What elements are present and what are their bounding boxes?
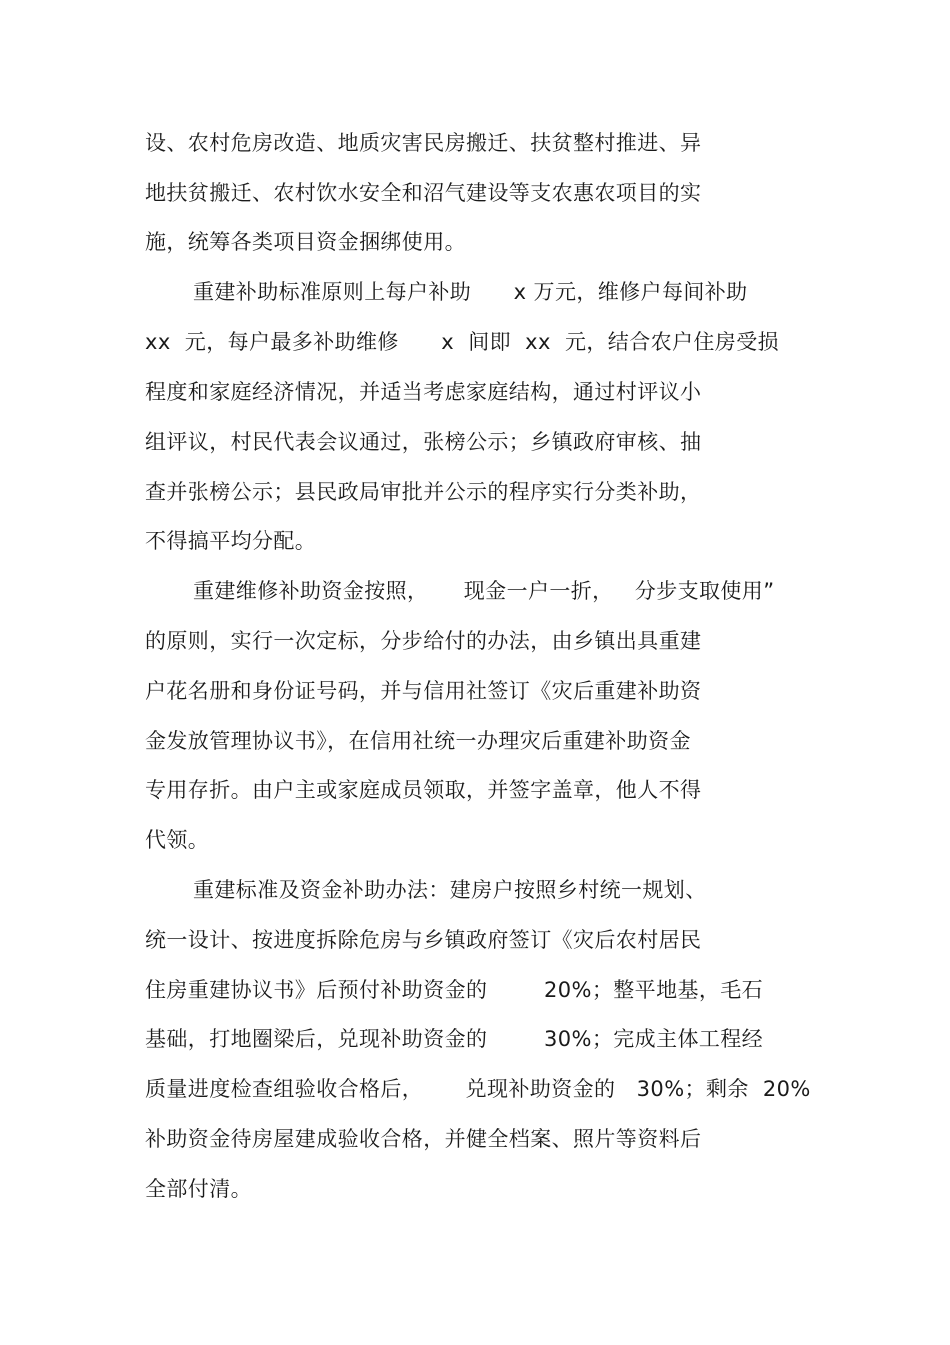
paragraph-4-line-1: 重建标准及资金补助办法：建房户按照乡村统一规划、 <box>193 878 707 902</box>
paragraph-4-line-4: 基础，打地圈梁后，兑现补助资金的 30%；完成主体工程经 <box>145 1027 764 1051</box>
paragraph-3-line-2: 的原则，实行一次定标，分步给付的办法，由乡镇出具重建 <box>145 629 702 653</box>
paragraph-4-line-2: 统一设计、按进度拆除危房与乡镇政府签订《灾后农村居民 <box>145 928 702 952</box>
paragraph-1-line-3: 施，统筹各类项目资金捆绑使用。 <box>145 230 466 254</box>
paragraph-3-line-4: 金发放管理协议书》，在信用社统一办理灾后重建补助资金 <box>145 729 691 753</box>
paragraph-4-line-6: 补助资金待房屋建成验收合格，并健全档案、照片等资料后 <box>145 1127 702 1151</box>
paragraph-4-line-3: 住房重建协议书》后预付补助资金的 20%；整平地基，毛石 <box>145 978 764 1002</box>
paragraph-2-line-5: 查并张榜公示；县民政局审批并公示的程序实行分类补助， <box>145 480 702 504</box>
paragraph-3-line-3: 户花名册和身份证号码，并与信用社签订《灾后重建补助资 <box>145 679 702 703</box>
paragraph-3-line-6: 代领。 <box>145 828 210 852</box>
paragraph-1-line-2: 地扶贫搬迁、农村饮水安全和沼气建设等支农惠农项目的实 <box>145 181 702 205</box>
paragraph-2-line-6: 不得搞平均分配。 <box>145 529 317 553</box>
paragraph-3-line-1: 重建维修补助资金按照， 现金一户一折， 分步支取使用” <box>193 579 775 603</box>
paragraph-4-line-7: 全部付清。 <box>145 1177 252 1201</box>
paragraph-3-line-5: 专用存折。由户主或家庭成员领取，并签字盖章，他人不得 <box>145 778 702 802</box>
paragraph-2-line-2: xx 元，每户最多补助维修 x 间即 xx 元，结合农户住房受损 <box>145 330 779 354</box>
paragraph-2-line-1: 重建补助标准原则上每户补助 x 万元，维修户每间补助 <box>193 280 748 304</box>
paragraph-2-line-3: 程度和家庭经济情况，并适当考虑家庭结构，通过村评议小 <box>145 380 702 404</box>
paragraph-4-line-5: 质量进度检查组验收合格后， 兑现补助资金的 30%；剩余 20% <box>145 1077 811 1101</box>
paragraph-2-line-4: 组评议，村民代表会议通过，张榜公示；乡镇政府审核、抽 <box>145 430 702 454</box>
paragraph-1-line-1: 设、农村危房改造、地质灾害民房搬迁、扶贫整村推进、异 <box>145 131 702 155</box>
